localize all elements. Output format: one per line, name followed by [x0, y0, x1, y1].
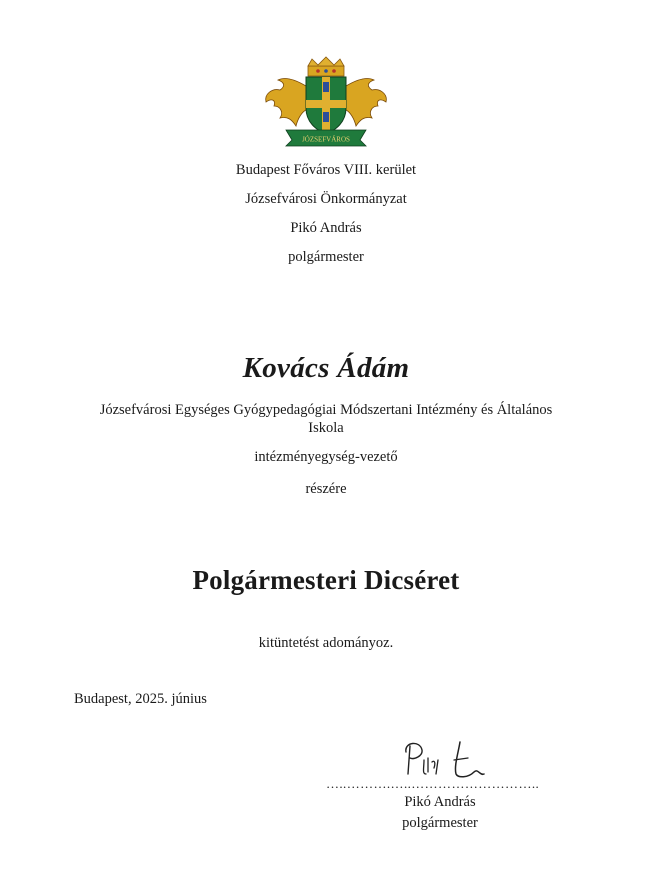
signer-title: polgármester — [402, 815, 478, 831]
award-title: Polgármesteri Dicséret — [192, 565, 460, 595]
crown-icon — [308, 57, 344, 76]
recipient-institution-line2: Iskola — [308, 420, 344, 436]
recipient-position: intézményegység-vezető — [254, 449, 398, 465]
award-phrase: kitüntetést adományoz. — [258, 635, 394, 651]
banner-text: JÓZSEFVÁROS — [302, 135, 350, 144]
issuer-line-mayor-name: Pikó András — [290, 220, 362, 236]
recipient-for-word: részére — [305, 481, 347, 497]
left-griffin-icon — [266, 78, 306, 126]
issuer-line-municipality: Józsefvárosi Önkormányzat — [245, 191, 407, 207]
recipient-institution-line1: Józsefvárosi Egységes Gyógypedagógiai Módszertani Intézmény és Általános — [99, 402, 553, 418]
place-and-date: Budapest, 2025. június — [74, 691, 207, 707]
shield-icon — [306, 77, 346, 134]
issuer-line-district: Budapest Főváros VIII. kerület — [235, 162, 417, 178]
signature-dotted-line: …..……….…..……………………….. — [326, 776, 540, 791]
coat-of-arms-icon — [256, 56, 396, 148]
right-griffin-icon — [346, 78, 386, 126]
recipient-name: Kovács Ádám — [242, 352, 410, 384]
issuer-line-mayor-title: polgármester — [288, 249, 364, 265]
signer-name: Pikó András — [404, 794, 476, 810]
